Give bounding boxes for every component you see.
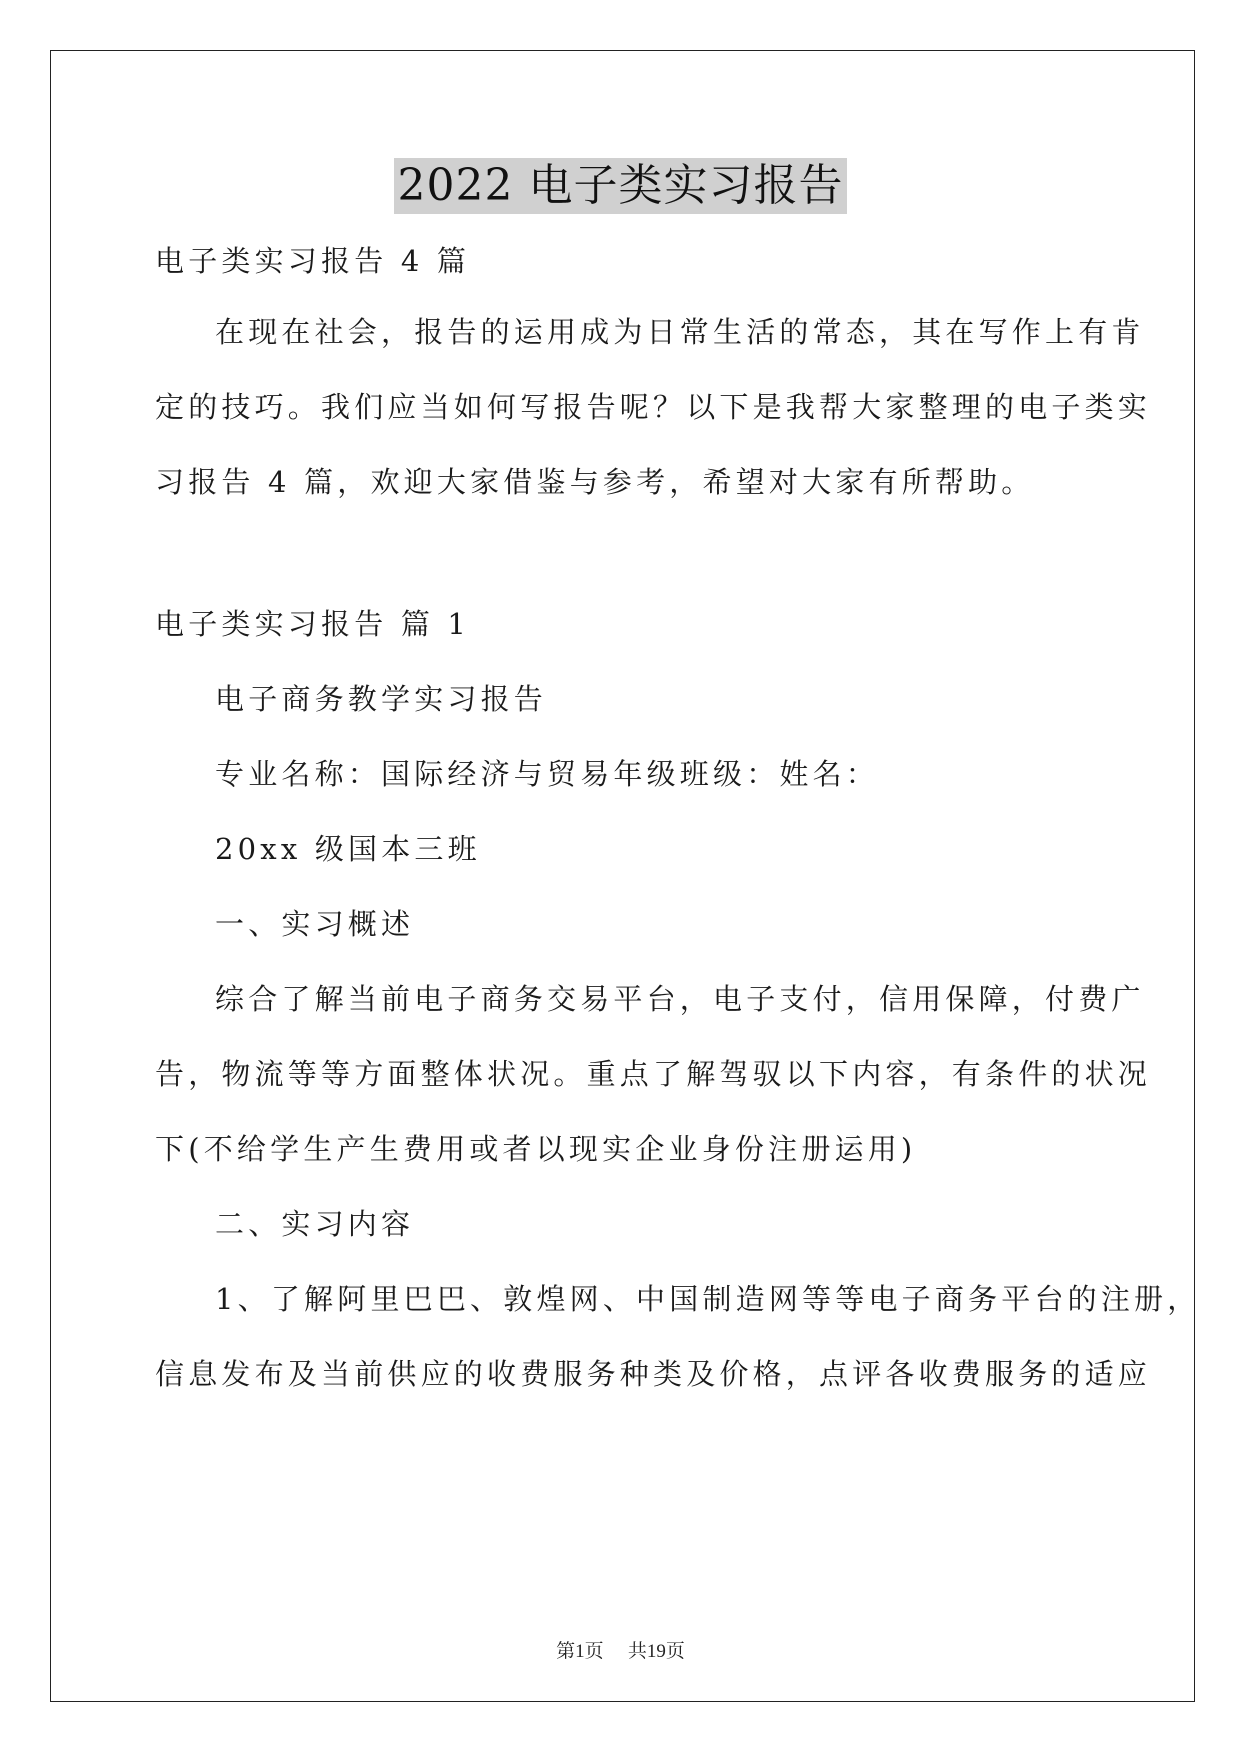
paragraph-line: 在现在社会，报告的运用成为日常生活的常态，其在写作上有肯 (215, 315, 1145, 349)
paragraph-line: 二、实习内容 (215, 1207, 415, 1241)
paragraph-line: 一、实习概述 (215, 907, 415, 941)
paragraph-line: 告，物流等等方面整体状况。重点了解驾驭以下内容，有条件的状况 (155, 1057, 1152, 1091)
paragraph-line: 专业名称：国际经济与贸易年级班级：姓名： (215, 757, 880, 791)
footer-prefix: 第 (556, 1640, 576, 1662)
section-heading: 电子类实习报告 篇 1 (155, 607, 471, 641)
paragraph-line: 20xx 级国本三班 (215, 832, 481, 866)
document-title: 2022 电子类实习报告 (394, 158, 848, 214)
footer-page-number: 1 (575, 1641, 585, 1662)
footer-total-pages: 19 (646, 1641, 666, 1662)
paragraph-line: 定的技巧。我们应当如何写报告呢？以下是我帮大家整理的电子类实 (155, 390, 1152, 424)
paragraph-line: 信息发布及当前供应的收费服务种类及价格，点评各收费服务的适应 (155, 1357, 1152, 1391)
paragraph-line: 下(不给学生产生费用或者以现实企业身份注册运用) (155, 1132, 917, 1166)
subtitle-line: 电子类实习报告 4 篇 (155, 244, 471, 278)
footer-mid: 页 共 (584, 1640, 647, 1662)
paragraph-line: 电子商务教学实习报告 (215, 682, 548, 716)
page-border (50, 50, 1195, 1702)
page-footer (0, 1636, 1241, 1663)
paragraph-line: 习报告 4 篇，欢迎大家借鉴与参考，希望对大家有所帮助。 (155, 465, 1035, 499)
footer-suffix: 页 (665, 1640, 685, 1662)
paragraph-line: 1、了解阿里巴巴、敦煌网、中国制造网等等电子商务平台的注册， (215, 1282, 1201, 1316)
paragraph-line: 综合了解当前电子商务交易平台，电子支付，信用保障，付费广 (215, 982, 1145, 1016)
title-container (0, 158, 1241, 214)
